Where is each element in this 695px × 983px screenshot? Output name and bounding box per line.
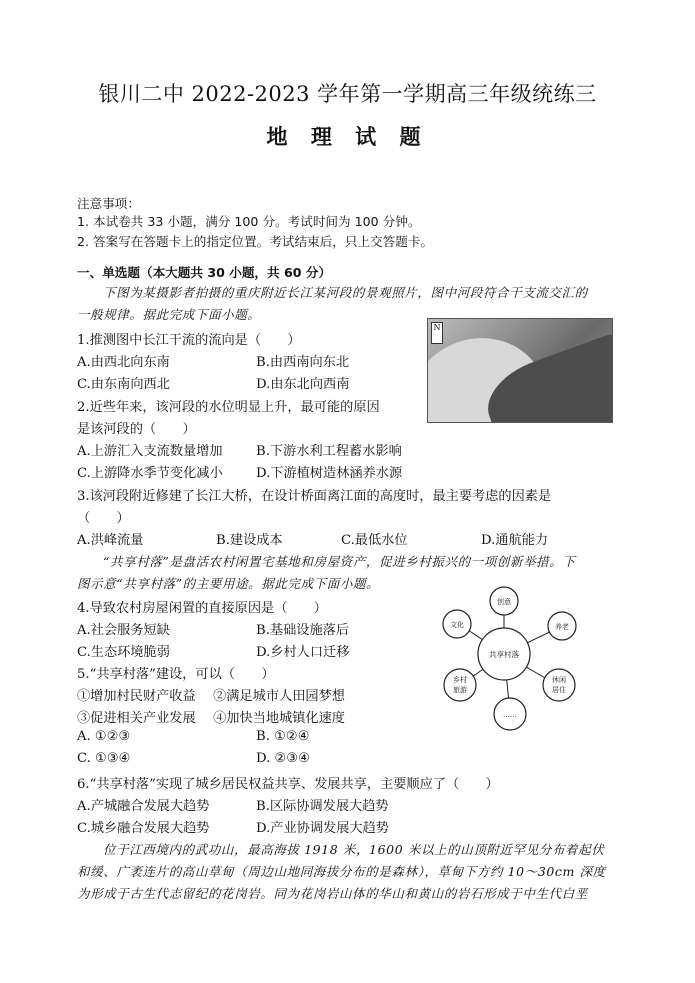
q2-stem-line-2: 是该河段的（ ） <box>77 422 196 437</box>
notice-item-2: 2. 答案写在答题卡上的指定位置。考试结束后，只上交答题卡。 <box>77 234 434 249</box>
diagram-label-more: …… <box>503 711 517 719</box>
diagram-node-leisure <box>543 669 575 701</box>
q5-option-c: C. ①③④ <box>77 751 131 766</box>
q2-option-a: A.上游汇入支流数量增加 <box>77 444 223 459</box>
q4-option-c: C.生态环境脆弱 <box>77 645 170 660</box>
subject-title: 地 理 试 题 <box>266 124 429 149</box>
q2-option-b: B.下游水利工程蓄水影响 <box>256 444 402 459</box>
q6-option-c: C.城乡融合发展大趋势 <box>77 821 210 836</box>
material-3-line-2: 和缓、广袤连片的高山草甸（周边山地同海拔分布的是森林），草甸下方约 10～30cm 深度 <box>77 864 606 879</box>
material-3-line-3: 为形成于古生代志留纪的花岗岩。同为花岗岩山体的华山和黄山的岩石形成于中生代白垩 <box>77 886 588 901</box>
river-photo <box>427 318 613 423</box>
notice-item-1: 1. 本试卷共 33 小题，满分 100 分。考试时间为 100 分钟。 <box>77 214 421 229</box>
q6-option-b: B.区际协调发展大趋势 <box>256 799 389 814</box>
q5-option-b: B. ①②④ <box>256 729 310 744</box>
diagram-node-tourism <box>444 669 476 701</box>
q3-option-a: A.洪峰流量 <box>77 533 144 548</box>
q5-statements-1: ①增加村民财产收益 ②满足城市人田园梦想 <box>77 689 345 704</box>
q2-option-c: C.上游降水季节变化减小 <box>77 466 223 481</box>
material-1-line-1: 下图为某摄影者拍摄的重庆附近长江某河段的景观照片，图中河段符合干支流交汇的 <box>103 285 588 300</box>
q1-option-c: C.由东南向西北 <box>77 377 170 392</box>
material-1-line-2: 一般规律。据此完成下面小题。 <box>77 307 261 322</box>
q4-stem: 4.导致农村房屋闲置的直接原因是（ ） <box>77 601 327 616</box>
q3-option-d: D.通航能力 <box>481 533 549 548</box>
material-3-line-1: 位于江西境内的武功山，最高海拔 1918 米，1600 米以上的山顶附近罕见分布着起伏 <box>103 842 605 857</box>
q6-stem: 6.“共享村落”实现了城乡居民权益共享、发展共享，主要顺应了（ ） <box>77 777 499 792</box>
diagram-label-tourism-2: 旅游 <box>453 686 467 694</box>
q5-statements-2: ③促进相关产业发展 ④加快当地城镇化速度 <box>77 711 345 726</box>
q4-option-d: D.乡村人口迁移 <box>256 645 350 660</box>
diagram-label-tourism-1: 乡村 <box>453 676 467 684</box>
q1-option-d: D.由东北向西南 <box>256 377 350 392</box>
section-heading: 一、单选题（本大题共 30 小题，共 60 分） <box>77 265 332 280</box>
diagram-label-creative: 创意 <box>497 598 511 606</box>
diagram-label-leisure-2: 居住 <box>552 686 566 694</box>
q3-stem-line-1: 3.该河段附近修建了长江大桥，在设计桥面离江面的高度时，最主要考虑的因素是 <box>77 489 552 504</box>
q5-option-a: A. ①②③ <box>77 729 131 744</box>
exam-title: 银川二中 2022-2023 学年第一学期高三年级统练三 <box>98 82 597 106</box>
q1-option-b: B.由西南向东北 <box>256 355 350 370</box>
north-arrow-icon: N <box>431 322 443 344</box>
q5-option-d: D. ②③④ <box>256 751 310 766</box>
q3-option-c: C.最低水位 <box>341 533 408 548</box>
q1-stem: 1.推测图中长江干流的流向是（ ） <box>77 333 301 348</box>
q2-option-d: D.下游植树造林涵养水源 <box>256 466 403 481</box>
q4-option-a: A.社会服务短缺 <box>77 623 170 638</box>
q1-option-a: A.由西北向东南 <box>77 355 170 370</box>
q5-stem: 5.“共享村落”建设，可以（ ） <box>77 667 275 682</box>
q6-option-d: D.产业协调发展大趋势 <box>256 821 389 836</box>
q4-option-b: B.基础设施落后 <box>256 623 350 638</box>
diagram-label-center: 共享村落 <box>489 650 519 659</box>
q6-option-a: A.产城融合发展大趋势 <box>77 799 210 814</box>
diagram-label-culture: 文化 <box>450 621 464 629</box>
material-2-line-2: 图示意“共享村落”的主要用途。据此完成下面小题。 <box>77 576 380 591</box>
notice-heading: 注意事项： <box>77 196 140 211</box>
diagram-label-leisure-1: 休闲 <box>552 676 566 684</box>
diagram-label-elderly: 养老 <box>555 623 569 631</box>
shared-village-diagram <box>436 582 596 732</box>
material-2-line-1: “共享村落”是盘活农村闲置宅基地和房屋资产，促进乡村振兴的一项创新举措。下 <box>103 554 576 569</box>
q3-stem-line-2: （ ） <box>77 511 130 526</box>
q3-option-b: B.建设成本 <box>216 533 283 548</box>
q2-stem-line-1: 2.近些年来，该河段的水位明显上升，最可能的原因 <box>77 400 380 415</box>
